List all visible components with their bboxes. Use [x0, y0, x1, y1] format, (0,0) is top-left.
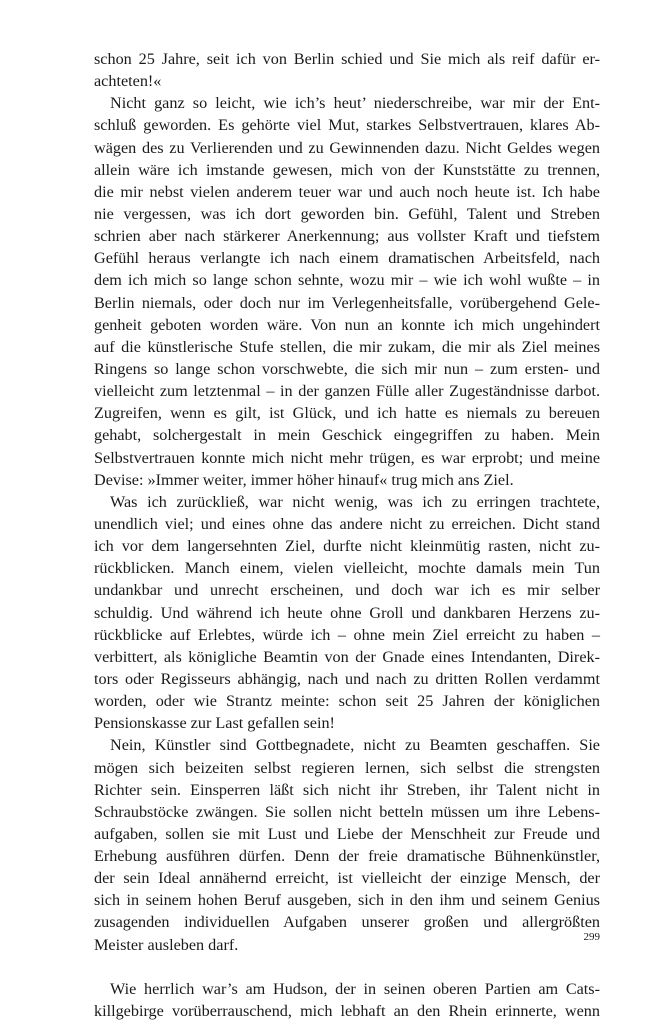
text-line: schon 25 Jahre, seit ich von Berlin schied und Sie mich als reif dafür er- — [94, 50, 600, 68]
text-line: Schraubstöcke zwängen. Sie sollen nicht betteln müssen um ihre Lebens- — [94, 802, 600, 821]
text-line: rückblicken. Manch einem, vielen vielleicht, mochte damals mein Tun — [94, 559, 600, 578]
text-line: vielleicht zum letztenmal – in der ganzen Fülle aller Zugeständnisse darbot. — [94, 382, 600, 401]
text-line: worden, oder wie Strantz meinte: schon seit 25 Jahren der königlichen — [94, 692, 600, 711]
text-line: killgebirge vorüberrauschend, mich lebhaft an den Rhein erinnerte, wenn — [94, 1002, 600, 1021]
text-line: verbittert, als königliche Beamtin von der Gnade eines Intendanten, Direk- — [94, 647, 600, 666]
text-line: Erhebung ausführen dürfen. Denn der freie dramatische Bühnenkünstler, — [94, 847, 600, 866]
text-line: undankbar und unrecht erscheinen, und doch war ich es mir selber — [94, 581, 600, 600]
section-gap — [94, 956, 600, 978]
text-line: Gefühl heraus verlangte ich nach einem dramatischen Arbeitsfeld, nach — [94, 249, 600, 268]
text-line: der sein Ideal annähernd erreicht, ist vielleicht der einzige Mensch, der — [94, 869, 600, 888]
text-line: gehabt, solchergestalt in mein Geschick eingegriffen zu haben. Mein — [94, 426, 600, 445]
text-line: Zugreifen, wenn es gilt, ist Glück, und ich hatte es niemals zu bereuen — [94, 404, 600, 423]
text-line: Meister ausleben darf. — [94, 935, 239, 954]
text-line: Nein, Künstler sind Gottbegnadete, nicht zu Beamten geschaffen. Sie — [110, 736, 600, 755]
text-line: Selbstvertrauen konnte mich nicht mehr trügen, es war erprobt; und meine — [94, 448, 600, 467]
text-line: dem ich mich so lange schon sehnte, wozu mir – wie ich wohl wußte – in — [94, 271, 600, 290]
text-line: schrien aber nach stärkerer Anerkennung; aus vollster Kraft und tiefstem — [94, 227, 600, 246]
text-line: Ringens so lange schon vorschwebte, die sich mir nun – zum ersten- und — [94, 359, 600, 378]
page-number: 299 — [583, 931, 600, 943]
text-line: nie vergessen, was ich dort geworden bin. Gefühl, Talent und Streben — [94, 204, 600, 223]
text-line: Pensionskasse zur Last gefallen sein! — [94, 714, 335, 733]
text-line: Wie herrlich war’s am Hudson, der in seinen oberen Partien am Cats- — [110, 979, 600, 998]
text-line: mögen sich beizeiten selbst regieren lernen, sich selbst die strengsten — [94, 758, 600, 777]
body-text — [94, 48, 600, 1022]
text-line: aufgaben, sollen sie mit Lust und Liebe der Menschheit zur Freude und — [94, 824, 600, 843]
text-line: ich vor dem langersehnten Ziel, durfte nicht kleinmütig rasten, nicht zu- — [94, 537, 600, 556]
text-line: wägen des zu Verlierenden und zu Gewinnenden dazu. Nicht Geldes wegen — [94, 138, 600, 157]
text-line: tors oder Regisseurs abhängig, nach und nach zu dritten Rollen verdammt — [94, 669, 600, 688]
text-line: unendlich viel; und eines ohne das andere nicht zu erreichen. Dicht stand — [94, 514, 600, 533]
text-line: rückblicke auf Erlebtes, würde ich – ohne mein Ziel erreicht zu haben – — [94, 625, 600, 644]
text-line: zusagenden individuellen Aufgaben unserer großen und allergrößten — [94, 913, 600, 932]
text-line: schuldig. Und während ich heute ohne Groll und dankbaren Herzens zu- — [94, 603, 600, 622]
text-line: Was ich zurückließ, war nicht wenig, was ich zu erringen trachtete, — [110, 492, 600, 511]
paragraph — [94, 48, 600, 92]
text-line: achteten!« — [94, 72, 162, 91]
text-line: schluß geworden. Es gehörte viel Mut, starkes Selbstvertrauen, klares Ab- — [94, 116, 600, 135]
text-line: Devise: »Immer weiter, immer höher hinauf« trug mich ans Ziel. — [94, 470, 514, 489]
text-line: genheit geboten worden wäre. Von nun an konnte ich mich ungehindert — [94, 315, 600, 334]
text-line: Berlin niemals, oder doch nur im Verlegenheitsfalle, vorübergehend Gele- — [94, 293, 600, 312]
text-line: die mir nebst vielen anderem teuer war und auch noch heute ist. Ich habe — [94, 182, 600, 201]
text-line: allein wäre ich imstande gewesen, mich von der Kunststätte zu trennen, — [94, 160, 600, 179]
paragraph — [94, 978, 600, 1022]
text-line: Nicht ganz so leicht, wie ich’s heut’ niederschreibe, war mir der Ent- — [110, 94, 600, 113]
text-line: auf die künstlerische Stufe stellen, die mir zukam, die mir als Ziel meines — [94, 337, 600, 356]
paragraph — [94, 92, 600, 491]
text-line: Richter sein. Einsperren läßt sich nicht ihr Streben, ihr Talent nicht in — [94, 780, 600, 799]
text-line: sich in seinem hohen Beruf ausgeben, sich in den ihm und seinem Genius — [94, 891, 600, 910]
paragraph — [94, 734, 600, 955]
paragraph — [94, 491, 600, 735]
